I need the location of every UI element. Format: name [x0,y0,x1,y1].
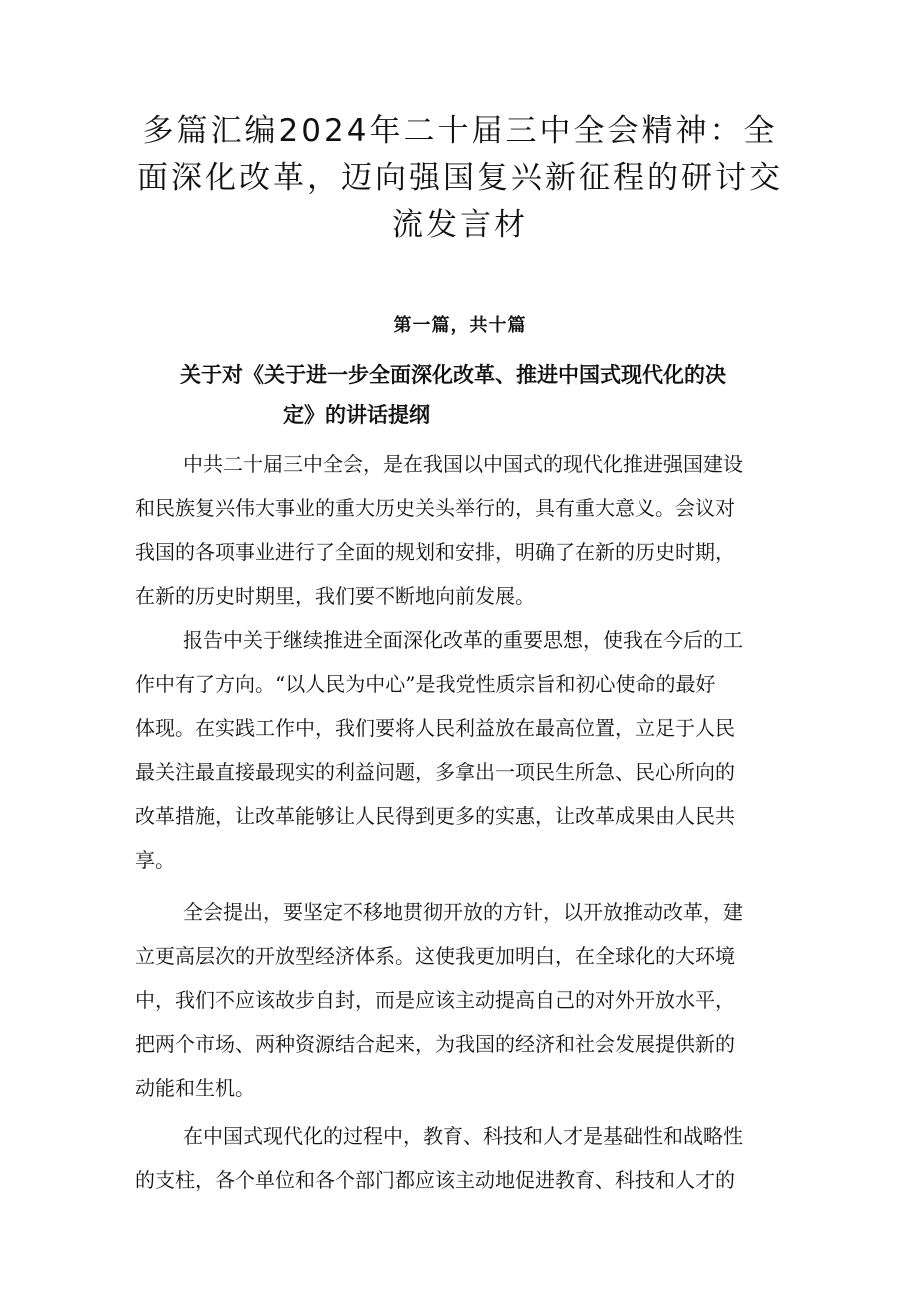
subtitle-line: 关于对《关于进一步全面深化改革、推进中国式现代化的决 [180,363,726,387]
title-line: 流发言材 [392,207,528,243]
paragraph-line: 动能和生机。 [135,1076,255,1100]
paragraph-line: 在中国式现代化的过程中，教育、科技和人才是基础性和战略性 [183,1124,743,1148]
paragraph-line: 作中有了方向。“以人民为中心”是我党性质宗旨和初心使命的最好 [135,672,716,696]
paragraph-line: 中，我们不应该故步自封，而是应该主动提高自己的对外开放水平， [135,988,735,1012]
paragraph-line: 和民族复兴伟大事业的重大历史关头举行的，具有重大意义。会议对 [135,496,735,520]
paragraph-line: 享。 [135,848,175,872]
document-title [120,108,800,249]
paragraph-line: 的支柱，各个单位和各个部门都应该主动地促进教育、科技和人才的 [135,1168,735,1192]
paragraph-line: 全会提出，要坚定不移地贯彻开放的方针，以开放推动改革，建 [183,900,743,924]
body-paragraph [135,890,795,1110]
body-paragraph [135,1114,795,1202]
paragraph-line: 最关注最直接最现实的利益问题，多拿出一项民生所急、民心所向的 [135,760,735,784]
body-paragraph [135,618,795,882]
paragraph-line: 把两个市场、两种资源结合起来，为我国的经济和社会发展提供新的 [135,1032,735,1056]
title-line: 多篇汇编2024年二十届三中全会精神：全 [142,113,778,149]
paragraph-line: 报告中关于继续推进全面深化改革的重要思想，使我在今后的工 [183,628,743,652]
part-label: 第一篇，共十篇 [393,315,527,336]
paragraph-line: 立更高层次的开放型经济体系。这使我更加明白，在全球化的大环境 [135,944,735,968]
paragraph-line: 我国的各项事业进行了全面的规划和安排，明确了在新的历史时期， [135,540,735,564]
paragraph-line: 体现。在实践工作中，我们要将人民利益放在最高位置，立足于人民 [135,716,735,740]
section-subtitle [180,355,820,435]
paragraph-line: 在新的历史时期里，我们要不断地向前发展。 [135,584,535,608]
title-line: 面深化改革，迈向强国复兴新征程的研讨交 [137,160,783,196]
subtitle-line: 定》的讲话提纲 [283,403,430,427]
body-paragraph [135,442,795,618]
paragraph-line: 改革措施，让改革能够让人民得到更多的实惠，让改革成果由人民共 [135,804,735,828]
paragraph-line: 中共二十届三中全会，是在我国以中国式的现代化推进强国建设 [183,452,743,476]
